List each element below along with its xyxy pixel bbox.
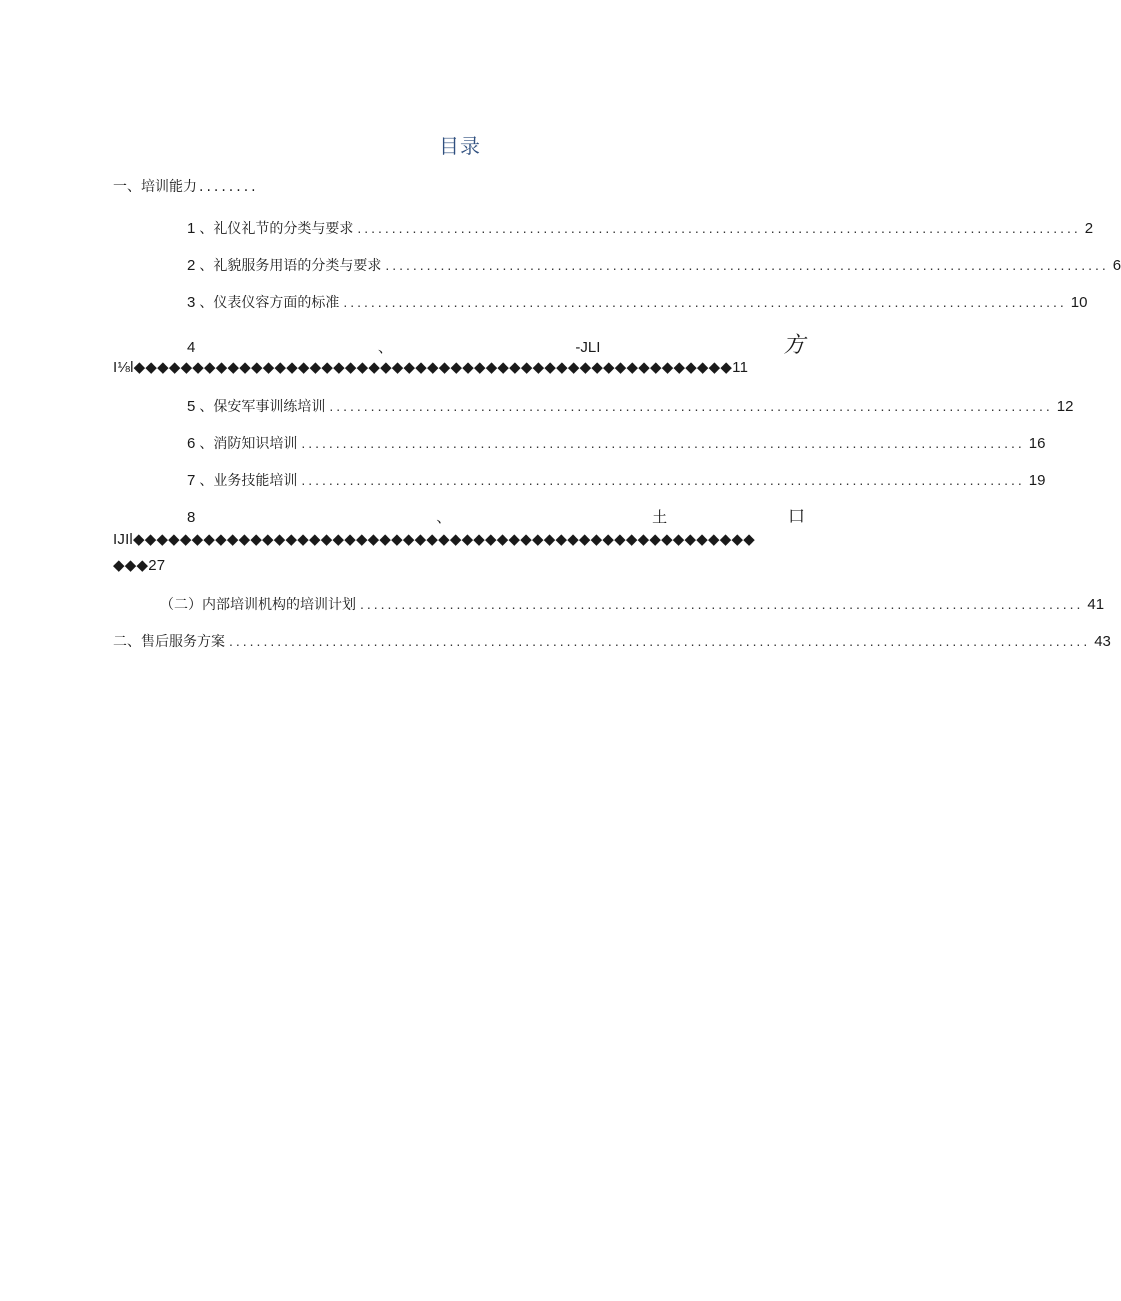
toc-dots: .........................................................................................................: [301, 472, 1025, 488]
toc-label: 、保安军事训练培训: [199, 399, 326, 415]
toc-fragment: I⅛l: [113, 359, 134, 376]
toc-entry-after-sales[interactable]: [113, 631, 1111, 653]
toc-diamonds: ◆◆◆: [113, 557, 149, 574]
toc-entry-8-line2[interactable]: [113, 530, 808, 548]
toc-num: 2: [187, 257, 196, 274]
toc-entry-3[interactable]: [187, 292, 1088, 314]
toc-num: 4: [187, 339, 196, 356]
toc-entry-2[interactable]: [187, 255, 1121, 277]
toc-fragment: 土: [652, 509, 668, 526]
toc-entry-4-line1[interactable]: [187, 328, 805, 359]
toc-page: 16: [1028, 435, 1046, 452]
toc-page: 41: [1087, 596, 1105, 613]
toc-num: 1: [187, 220, 196, 237]
toc-fragment: 口: [788, 507, 805, 526]
toc-dots: .........................................................................................................: [329, 398, 1053, 414]
toc-entry-8-line3[interactable]: [113, 556, 313, 574]
toc-label: （二）内部培训机构的培训计划: [160, 597, 356, 613]
toc-label: 、消防知识培训: [199, 436, 298, 452]
toc-entry-7[interactable]: [187, 470, 1046, 492]
toc-entry-1[interactable]: [187, 218, 1094, 240]
toc-page: 10: [1070, 294, 1088, 311]
toc-page: 43: [1094, 633, 1111, 650]
toc-separator: 、: [377, 339, 393, 356]
toc-label: 一、培训能力: [113, 179, 197, 195]
toc-entry-training[interactable]: [113, 176, 413, 198]
toc-label: 、礼仪礼节的分类与要求: [199, 221, 354, 237]
toc-dots: ........: [199, 179, 259, 195]
toc-entry-6[interactable]: [187, 433, 1046, 455]
toc-fragment: 方: [782, 333, 805, 358]
toc-entry-internal-plan[interactable]: [160, 594, 1105, 616]
toc-page: 11: [732, 359, 749, 376]
toc-num: 6: [187, 435, 196, 452]
page-title: 目录: [439, 134, 481, 158]
toc-num: 5: [187, 398, 196, 415]
toc-num: 7: [187, 472, 196, 489]
toc-dots: .............................................................................................................................: [229, 633, 1091, 649]
toc-dots: .........................................................................................................: [357, 220, 1081, 236]
toc-num: 8: [187, 509, 196, 526]
toc-num: 3: [187, 294, 196, 311]
toc-dots: .........................................................................................................: [385, 257, 1109, 273]
toc-diamonds: ◆◆◆◆◆◆◆◆◆◆◆◆◆◆◆◆◆◆◆◆◆◆◆◆◆◆◆◆◆◆◆◆◆◆◆◆◆◆◆◆◆◆◆◆◆◆◆◆◆◆◆: [133, 359, 733, 376]
toc-entry-8-line1[interactable]: [187, 502, 805, 527]
toc-fragment: IJIl: [113, 531, 133, 548]
toc-separator: 、: [436, 509, 452, 526]
toc-entry-4-line2[interactable]: [113, 358, 803, 376]
toc-entry-5[interactable]: [187, 396, 1074, 418]
toc-diamonds: ◆◆◆◆◆◆◆◆◆◆◆◆◆◆◆◆◆◆◆◆◆◆◆◆◆◆◆◆◆◆◆◆◆◆◆◆◆◆◆◆◆◆◆◆◆◆◆◆◆◆◆◆◆: [132, 531, 755, 548]
toc-page: 27: [148, 557, 166, 574]
toc-label: 二、售后服务方案: [113, 634, 225, 650]
toc-dots: .........................................................................................................: [343, 294, 1067, 310]
toc-page: 6: [1112, 257, 1121, 274]
toc-dots: .........................................................................................................: [360, 596, 1084, 612]
toc-dots: .........................................................................................................: [301, 435, 1025, 451]
toc-label: 、业务技能培训: [199, 473, 298, 489]
toc-fragment: -JLI: [575, 339, 601, 356]
toc-label: 、礼貌服务用语的分类与要求: [199, 258, 382, 274]
toc-page: 2: [1084, 220, 1094, 237]
toc-label: 、仪表仪容方面的标准: [199, 295, 340, 311]
toc-page: 12: [1056, 398, 1074, 415]
toc-page: 19: [1028, 472, 1046, 489]
